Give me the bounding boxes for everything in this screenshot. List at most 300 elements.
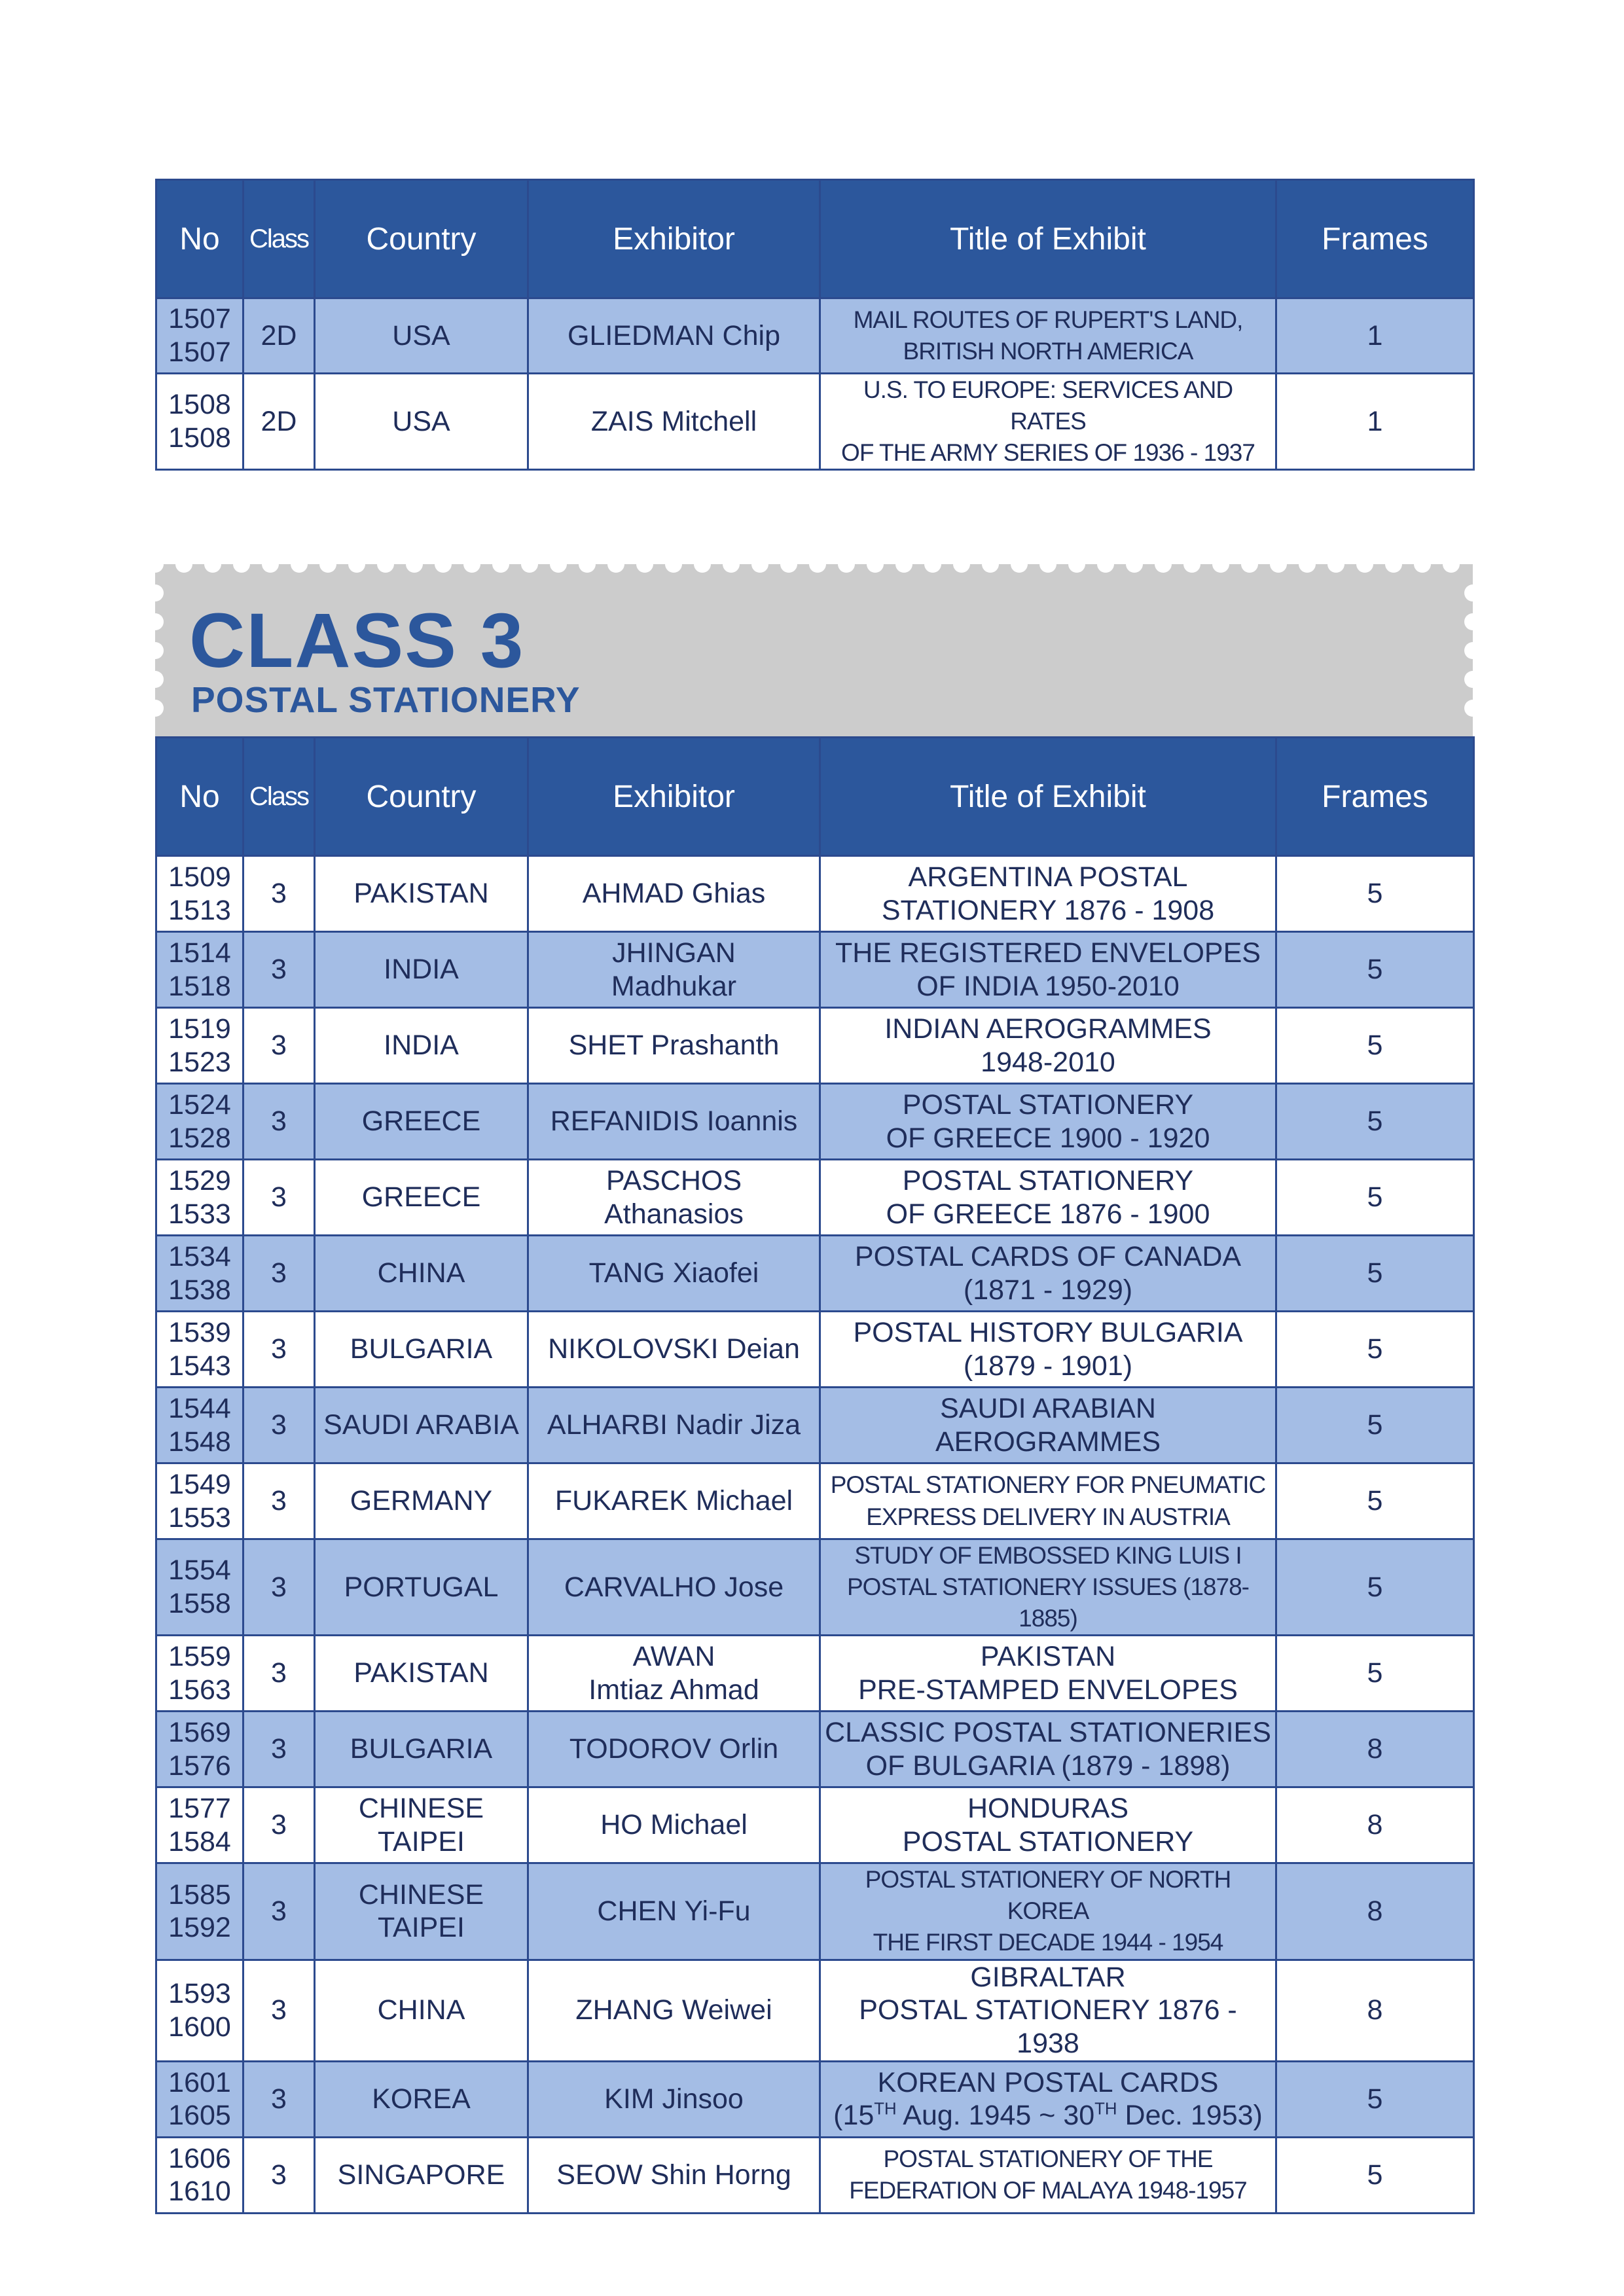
number-end: 1600: [168, 2011, 231, 2043]
exhibit-exhibitor: [528, 1960, 820, 2061]
table-row: [156, 932, 1474, 1008]
country-line-1: CHINESE: [358, 1793, 484, 1825]
date-part: Aug. 1945 ~ 30: [896, 2100, 1095, 2132]
exhibit-country: [315, 1960, 528, 2061]
exhibit-number: [156, 1008, 244, 1084]
title-line-2: OF GREECE 1900 - 1920: [886, 1122, 1210, 1154]
exhibitor-line-2: Madhukar: [611, 970, 737, 1002]
title-line-2: POSTAL STATIONERY: [902, 1825, 1194, 1857]
title-line-2: 1948-2010: [981, 1046, 1115, 1078]
table-row: [156, 1863, 1474, 1960]
perforation-dot: [492, 556, 509, 573]
number-end: 1538: [168, 1274, 231, 1306]
perforation-dot: [1464, 613, 1481, 630]
class-title: CLASS 3: [189, 598, 525, 684]
exhibit-number: [156, 1863, 244, 1960]
exhibit-number: [156, 2061, 244, 2137]
exhibit-frames: 5: [1276, 2137, 1474, 2213]
perforation-dot: [1068, 556, 1085, 573]
title-line-2: STATIONERY 1876 - 1908: [881, 894, 1215, 926]
perforation-dot: [1097, 556, 1114, 573]
exhibit-title: [820, 1008, 1276, 1084]
exhibit-country: [315, 1388, 528, 1463]
exhibit-class: 3: [244, 2137, 315, 2213]
perforation-dot: [723, 556, 740, 573]
title-line-2: (1879 - 1901): [963, 1350, 1133, 1382]
perforation-dot: [982, 556, 999, 573]
exhibit-title: [820, 1388, 1276, 1463]
exhibit-title: [820, 1312, 1276, 1388]
title-line-1: POSTAL STATIONERY: [902, 1088, 1194, 1121]
title-line-2: POSTAL STATIONERY 1876 - 1938: [859, 1994, 1237, 2060]
title-line-2: EXPRESS DELIVERY IN AUSTRIA: [866, 1503, 1230, 1530]
perforation-dot: [607, 556, 624, 573]
exhibit-country: [315, 1712, 528, 1787]
exhibitor-line-1: TODOROV Orlin: [569, 1733, 779, 1765]
exhibit-frames: 8: [1276, 1787, 1474, 1863]
perforation-dot: [1270, 556, 1287, 573]
number-start: 1544: [168, 1392, 231, 1424]
country-line-1: CHINA: [377, 1994, 465, 2026]
perforation-dot: [1039, 556, 1056, 573]
exhibitor-line-1: REFANIDIS Ioannis: [550, 1105, 798, 1138]
exhibit-country: [315, 1463, 528, 1539]
table-row: [156, 1008, 1474, 1084]
date-ordinal: TH: [874, 2100, 897, 2119]
exhibit-title: [820, 1539, 1276, 1636]
perforation-dot: [751, 556, 768, 573]
number-end: 1605: [168, 2100, 231, 2132]
title-line-2: [825, 2099, 1271, 2132]
exhibit-exhibitor: [528, 856, 820, 932]
exhibit-title: [820, 1787, 1276, 1863]
exhibit-country: [315, 1787, 528, 1863]
perforation-dot: [1464, 642, 1481, 659]
exhibit-number: [156, 2137, 244, 2213]
exhibit-number: [156, 1539, 244, 1636]
perforation-dot: [147, 700, 164, 717]
country-line-1: INDIA: [384, 1030, 459, 1062]
exhibit-country: [315, 2137, 528, 2213]
table-row: [156, 1312, 1474, 1388]
exhibit-number: [156, 1636, 244, 1712]
exhibit-country: [315, 1539, 528, 1636]
perforation-dot: [1011, 556, 1028, 573]
country-line-1: BULGARIA: [350, 1733, 493, 1765]
title-line-1: CLASSIC POSTAL STATIONERIES: [825, 1717, 1271, 1749]
exhibit-class: 3: [244, 1160, 315, 1236]
table-row: [156, 856, 1474, 932]
perforation-dot: [665, 556, 682, 573]
table-row: [156, 1084, 1474, 1160]
number-start: 1577: [168, 1793, 231, 1825]
exhibit-exhibitor: ZAIS Mitchell: [528, 374, 820, 470]
perforation-dot: [1385, 556, 1402, 573]
title-line-1: POSTAL STATIONERY OF NORTH KOREA: [865, 1866, 1231, 1925]
table-row: [156, 2061, 1474, 2137]
exhibit-class: 3: [244, 1960, 315, 2061]
perforation-dot: [953, 556, 970, 573]
table-row: [156, 374, 1474, 470]
exhibit-country: [315, 1863, 528, 1960]
number-start: 1549: [168, 1468, 231, 1500]
number-start: 1585: [168, 1878, 231, 1910]
exhibitor-line-2: Athanasios: [604, 1198, 744, 1230]
exhibit-frames: 5: [1276, 856, 1474, 932]
number-start: 1524: [168, 1088, 231, 1121]
exhibit-class: 3: [244, 1539, 315, 1636]
exhibitor-line-1: KIM Jinsoo: [604, 2083, 744, 2115]
exhibit-class: 2D: [244, 298, 315, 374]
exhibit-number: [156, 1388, 244, 1463]
class-subtitle: POSTAL STATIONERY: [191, 679, 581, 720]
perforation-dot: [579, 556, 596, 573]
table-header-row: [156, 180, 1474, 298]
exhibit-exhibitor: [528, 2137, 820, 2213]
exhibit-frames: 8: [1276, 1960, 1474, 2061]
perforation-dot: [233, 556, 250, 573]
exhibit-frames: 5: [1276, 1008, 1474, 1084]
number-end: 1548: [168, 1426, 231, 1458]
number-start: 1606: [168, 2142, 231, 2174]
exhibit-class: 3: [244, 1636, 315, 1712]
perforation-dot: [1464, 671, 1481, 688]
exhibit-country: [315, 2061, 528, 2137]
title-line-1: POSTAL STATIONERY: [902, 1164, 1194, 1196]
exhibit-class: 3: [244, 1008, 315, 1084]
exhibit-number: [156, 1787, 244, 1863]
header-frames: Frames: [1276, 180, 1474, 298]
exhibit-class: 3: [244, 1712, 315, 1787]
title-line-2: OF GREECE 1876 - 1900: [886, 1198, 1210, 1230]
number-start: 1539: [168, 1316, 231, 1348]
exhibit-exhibitor: [528, 1712, 820, 1787]
country-line-1: SAUDI ARABIA: [323, 1409, 519, 1441]
number-end: 1518: [168, 970, 231, 1002]
exhibit-exhibitor: [528, 1787, 820, 1863]
exhibit-class: 3: [244, 1787, 315, 1863]
exhibit-country: [315, 1236, 528, 1312]
country-line-1: BULGARIA: [350, 1333, 493, 1365]
number-end: 1508: [168, 422, 231, 454]
country-line-1: INDIA: [384, 954, 459, 986]
header-exhibitor: Exhibitor: [528, 180, 820, 298]
table-header-row: [156, 738, 1474, 856]
exhibit-title: [820, 1636, 1276, 1712]
perforation-dot: [204, 556, 221, 573]
exhibit-country: USA: [315, 298, 528, 374]
exhibit-title: [820, 298, 1276, 374]
title-line-2: POSTAL STATIONERY ISSUES (1878-1885): [847, 1573, 1249, 1632]
title-line-2: BRITISH NORTH AMERICA: [903, 338, 1193, 365]
perforation-dot: [348, 556, 365, 573]
exhibit-class: 3: [244, 856, 315, 932]
number-start: 1569: [168, 1717, 231, 1749]
number-end: 1507: [168, 336, 231, 368]
exhibit-exhibitor: [528, 1236, 820, 1312]
date-part: (15: [833, 2100, 875, 2132]
number-start: 1534: [168, 1240, 231, 1272]
exhibit-class: 3: [244, 1388, 315, 1463]
number-start: 1593: [168, 1977, 231, 2009]
perforation-dot: [147, 556, 164, 573]
perforation-dot: [636, 556, 653, 573]
exhibit-exhibitor: [528, 1539, 820, 1636]
title-line-2: THE FIRST DECADE 1944 - 1954: [873, 1929, 1223, 1956]
country-line-1: GERMANY: [350, 1485, 493, 1517]
country-line-1: PAKISTAN: [353, 878, 489, 910]
number-end: 1533: [168, 1198, 231, 1230]
perforation-dot: [1464, 700, 1481, 717]
exhibit-title: [820, 1712, 1276, 1787]
title-line-1: STUDY OF EMBOSSED KING LUIS I: [854, 1542, 1242, 1569]
table-row: [156, 1539, 1474, 1636]
exhibit-class: 3: [244, 2061, 315, 2137]
exhibit-frames: 5: [1276, 2061, 1474, 2137]
perforation-dot: [377, 556, 394, 573]
exhibit-number: [156, 374, 244, 470]
exhibit-exhibitor: [528, 1863, 820, 1960]
exhibit-frames: 5: [1276, 1388, 1474, 1463]
country-line-2: TAIPEI: [377, 1825, 465, 1857]
number-start: 1507: [168, 303, 231, 335]
exhibit-frames: 8: [1276, 1863, 1474, 1960]
header-title: Title of Exhibit: [820, 180, 1276, 298]
exhibitor-line-1: TANG Xiaofei: [588, 1257, 759, 1289]
number-start: 1514: [168, 937, 231, 969]
country-line-1: CHINA: [377, 1257, 465, 1289]
exhibit-country: [315, 1084, 528, 1160]
title-line-1: POSTAL CARDS OF CANADA: [854, 1240, 1242, 1272]
exhibit-country: [315, 1160, 528, 1236]
perforation-dot: [521, 556, 538, 573]
title-line-1: SAUDI ARABIAN: [940, 1392, 1156, 1424]
header-title: Title of Exhibit: [820, 738, 1276, 856]
title-line-1: HONDURAS: [967, 1793, 1129, 1825]
exhibit-number: [156, 1312, 244, 1388]
exhibit-frames: 5: [1276, 1463, 1474, 1539]
number-end: 1563: [168, 1674, 231, 1706]
exhibitor-line-1: HO Michael: [600, 1809, 748, 1841]
exhibit-title: [820, 1960, 1276, 2061]
title-line-2: PRE-STAMPED ENVELOPES: [858, 1674, 1238, 1706]
exhibitor-line-1: SEOW Shin Horng: [556, 2159, 791, 2191]
title-line-1: GIBRALTAR: [970, 1961, 1126, 1993]
exhibit-country: [315, 1008, 528, 1084]
number-start: 1554: [168, 1554, 231, 1587]
header-class: Class: [244, 738, 315, 856]
exhibit-table-class-2d: [155, 179, 1475, 471]
exhibit-title: [820, 2137, 1276, 2213]
perforation-dot: [1183, 556, 1200, 573]
title-line-2: FEDERATION OF MALAYA 1948-1957: [849, 2177, 1247, 2204]
number-end: 1553: [168, 1501, 231, 1534]
table-row: [156, 1160, 1474, 1236]
table-row: [156, 2137, 1474, 2213]
perforation-dot: [319, 556, 336, 573]
exhibitor-line-1: AHMAD Ghias: [582, 878, 766, 910]
exhibit-exhibitor: [528, 1388, 820, 1463]
header-frames: Frames: [1276, 738, 1474, 856]
exhibit-class: 3: [244, 1236, 315, 1312]
number-end: 1584: [168, 1825, 231, 1857]
exhibitor-line-1: NIKOLOVSKI Deian: [548, 1333, 800, 1365]
exhibit-frames: 5: [1276, 1160, 1474, 1236]
exhibit-class: 3: [244, 1084, 315, 1160]
title-line-1: POSTAL HISTORY BULGARIA: [853, 1316, 1243, 1348]
exhibit-number: [156, 1960, 244, 2061]
exhibit-frames: 8: [1276, 1712, 1474, 1787]
perforation-dot: [809, 556, 826, 573]
title-line-1: POSTAL STATIONERY FOR PNEUMATIC: [830, 1471, 1266, 1499]
class-banner: [155, 564, 1473, 736]
title-line-1: ARGENTINA POSTAL: [908, 861, 1188, 893]
table-row: [156, 1712, 1474, 1787]
exhibit-exhibitor: [528, 1312, 820, 1388]
perforation-dot: [1327, 556, 1344, 573]
title-line-1: KOREAN POSTAL CARDS: [877, 2066, 1219, 2098]
exhibit-class: 3: [244, 1312, 315, 1388]
exhibit-title: [820, 1160, 1276, 1236]
header-no: No: [156, 738, 244, 856]
exhibitor-line-1: SHET Prashanth: [568, 1030, 780, 1062]
exhibit-number: [156, 856, 244, 932]
country-line-1: PAKISTAN: [353, 1657, 489, 1689]
exhibit-number: [156, 1712, 244, 1787]
exhibit-exhibitor: [528, 1636, 820, 1712]
exhibit-exhibitor: [528, 1463, 820, 1539]
exhibit-class: 2D: [244, 374, 315, 470]
perforation-dot: [694, 556, 711, 573]
title-line-1: PAKISTAN: [980, 1641, 1116, 1673]
table-row: [156, 1960, 1474, 2061]
perforation-dot: [1414, 556, 1431, 573]
perforation-dot: [838, 556, 855, 573]
exhibit-table-class-3: [155, 736, 1475, 2214]
perforation-dot: [406, 556, 423, 573]
exhibit-frames: 5: [1276, 1236, 1474, 1312]
title-line-1: U.S. TO EUROPE: SERVICES AND RATES: [863, 376, 1233, 435]
exhibit-title: [820, 1084, 1276, 1160]
table-row: [156, 298, 1474, 374]
number-end: 1558: [168, 1588, 231, 1620]
exhibit-country: [315, 1312, 528, 1388]
exhibitor-line-1: CHEN Yi-Fu: [597, 1895, 751, 1928]
header-country: Country: [315, 738, 528, 856]
exhibitor-line-1: AWAN: [632, 1641, 715, 1673]
exhibit-frames: 5: [1276, 1084, 1474, 1160]
perforation-dot: [1299, 556, 1316, 573]
exhibitor-line-1: JHINGAN: [612, 937, 736, 969]
title-line-1: INDIAN AEROGRAMMES: [884, 1013, 1212, 1045]
perforation-dot: [1241, 556, 1258, 573]
exhibit-number: [156, 1236, 244, 1312]
perforation-dot: [867, 556, 884, 573]
title-line-1: POSTAL STATIONERY OF THE: [883, 2145, 1213, 2173]
exhibit-class: 3: [244, 932, 315, 1008]
exhibit-country: [315, 1636, 528, 1712]
number-end: 1610: [168, 2176, 231, 2208]
number-start: 1519: [168, 1013, 231, 1045]
exhibit-frames: 5: [1276, 1636, 1474, 1712]
exhibit-exhibitor: [528, 2061, 820, 2137]
exhibit-number: [156, 298, 244, 374]
exhibit-exhibitor: [528, 932, 820, 1008]
table-body: [156, 856, 1474, 2214]
title-line-2: OF BULGARIA (1879 - 1898): [865, 1749, 1231, 1782]
header-no: No: [156, 180, 244, 298]
country-line-1: CHINESE: [358, 1878, 484, 1910]
exhibit-number: [156, 1084, 244, 1160]
number-start: 1529: [168, 1164, 231, 1196]
header-exhibitor: Exhibitor: [528, 738, 820, 856]
perforation-dot: [147, 613, 164, 630]
exhibitor-line-1: FUKAREK Michael: [554, 1485, 793, 1517]
number-start: 1559: [168, 1641, 231, 1673]
exhibit-country: [315, 932, 528, 1008]
country-line-1: GREECE: [361, 1105, 481, 1138]
exhibit-number: [156, 1160, 244, 1236]
country-line-2: TAIPEI: [377, 1912, 465, 1944]
header-class: Class: [244, 180, 315, 298]
exhibitor-line-1: ZHANG Weiwei: [575, 1994, 772, 2026]
perforation-dot: [1356, 556, 1373, 573]
exhibit-frames: 5: [1276, 1539, 1474, 1636]
perforation-dot: [1126, 556, 1143, 573]
table-row: [156, 1463, 1474, 1539]
exhibit-class: 3: [244, 1863, 315, 1960]
title-line-2: OF INDIA 1950-2010: [916, 970, 1180, 1002]
table-row: [156, 1787, 1474, 1863]
perforation-dot: [291, 556, 308, 573]
number-end: 1576: [168, 1749, 231, 1782]
exhibit-title: [820, 2061, 1276, 2137]
number-end: 1523: [168, 1046, 231, 1078]
exhibit-title: [820, 1236, 1276, 1312]
perforation-dot: [1212, 556, 1229, 573]
exhibit-country: [315, 856, 528, 932]
exhibit-exhibitor: [528, 1160, 820, 1236]
perforation-dot: [147, 584, 164, 601]
exhibitor-line-1: CARVALHO Jose: [564, 1571, 784, 1603]
country-line-1: GREECE: [361, 1181, 481, 1213]
exhibit-title: [820, 374, 1276, 470]
number-start: 1509: [168, 861, 231, 893]
exhibit-title: [820, 932, 1276, 1008]
date-part: Dec. 1953): [1117, 2100, 1263, 2132]
perforation-dot: [262, 556, 279, 573]
perforation-dot: [1464, 584, 1481, 601]
exhibit-country: USA: [315, 374, 528, 470]
number-start: 1601: [168, 2066, 231, 2098]
exhibitor-line-1: ALHARBI Nadir Jiza: [547, 1409, 801, 1441]
exhibit-exhibitor: [528, 1084, 820, 1160]
perforation-dot: [895, 556, 912, 573]
number-end: 1543: [168, 1350, 231, 1382]
perforation-dot: [463, 556, 480, 573]
header-country: Country: [315, 180, 528, 298]
perforation-dot: [175, 556, 192, 573]
perforation-dot: [780, 556, 797, 573]
title-line-2: (1871 - 1929): [963, 1274, 1133, 1306]
exhibit-class: 3: [244, 1463, 315, 1539]
country-line-1: KOREA: [372, 2083, 471, 2115]
perforation-dot: [1443, 556, 1460, 573]
perforation-dot: [924, 556, 941, 573]
title-line-1: THE REGISTERED ENVELOPES: [835, 937, 1261, 969]
number-end: 1528: [168, 1122, 231, 1154]
exhibit-title: [820, 1863, 1276, 1960]
